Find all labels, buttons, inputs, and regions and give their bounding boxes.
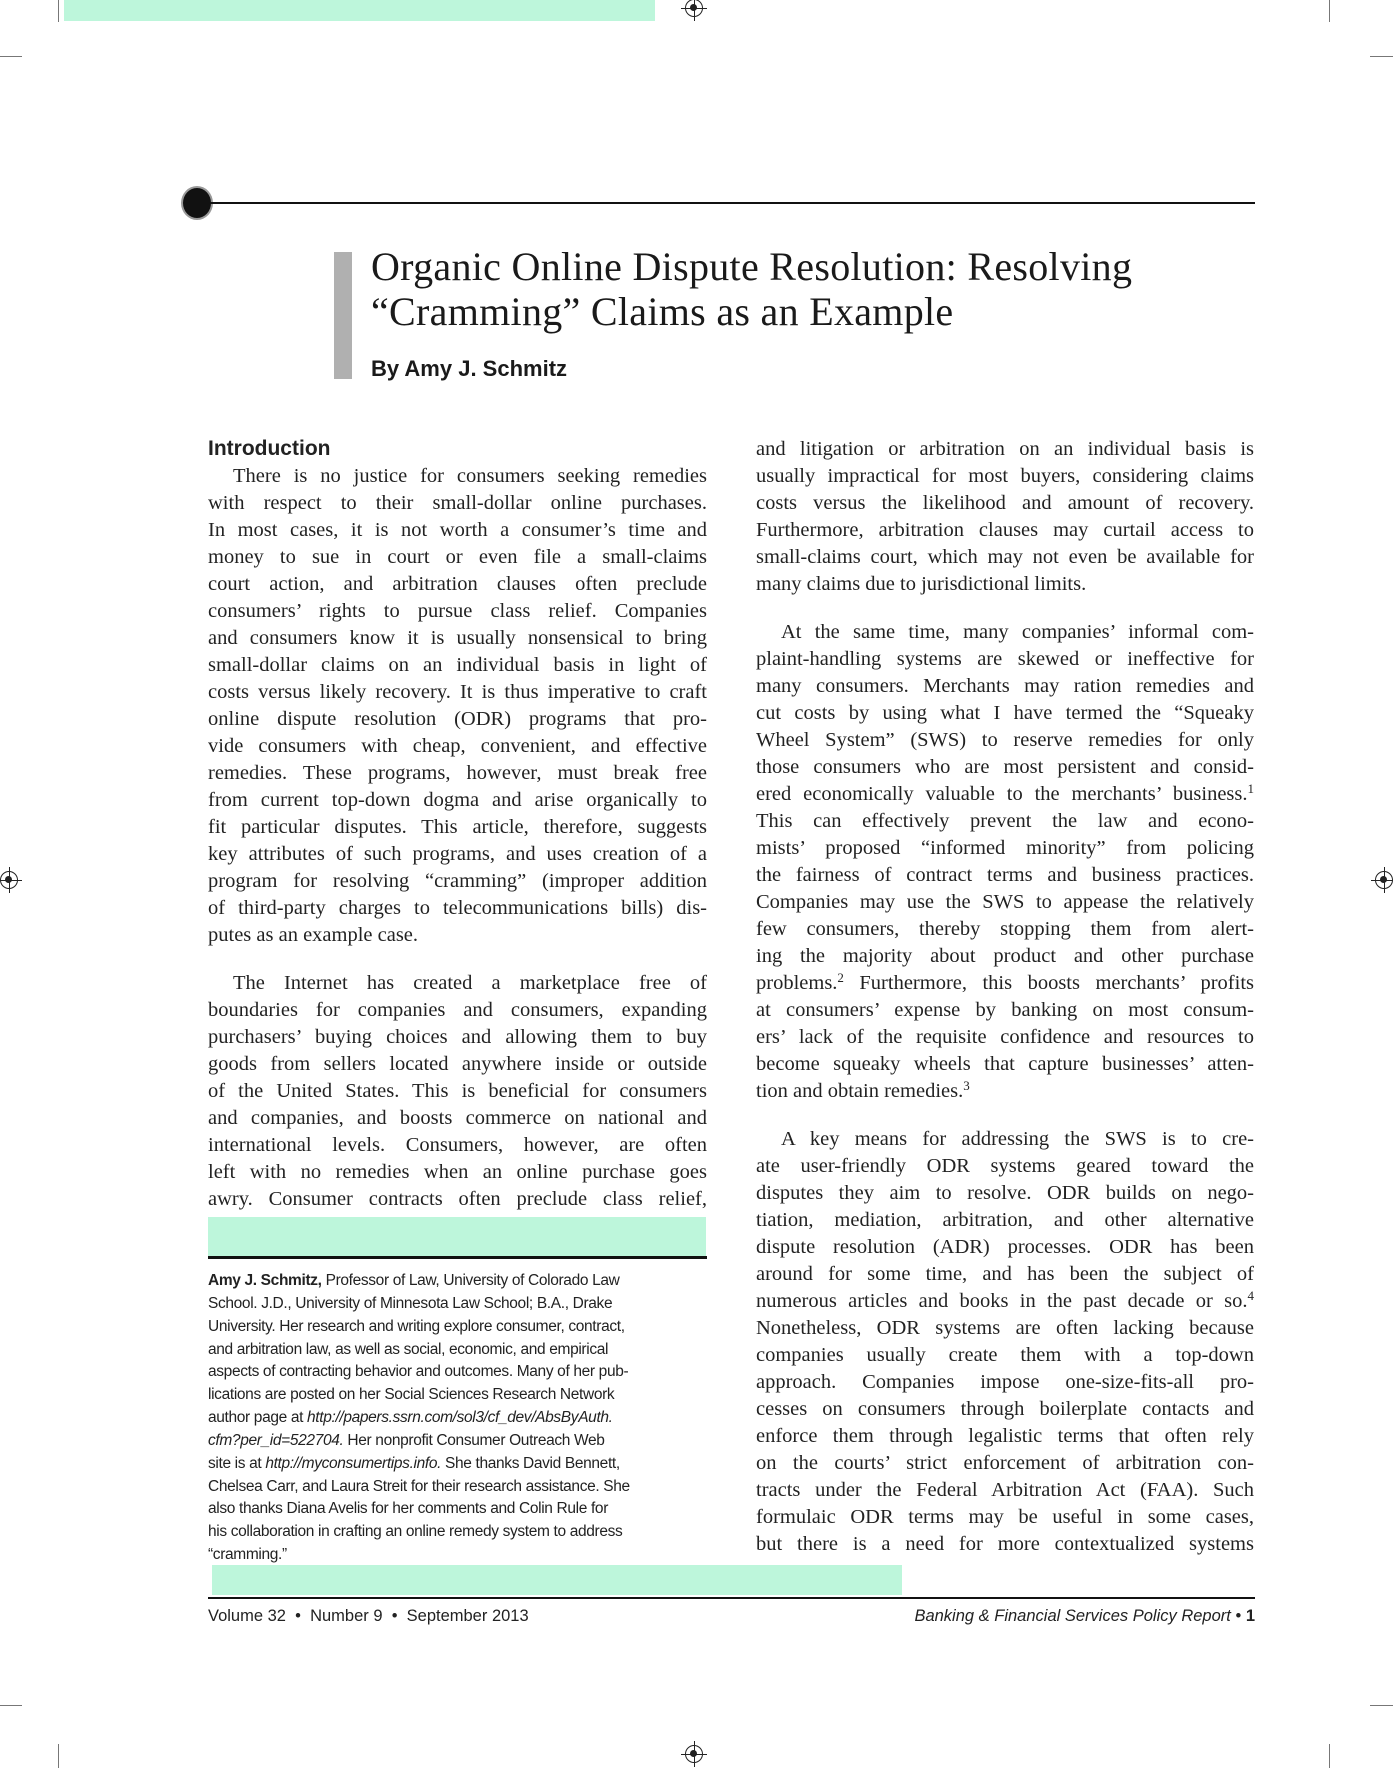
text-line: costs versus the likelihood and amount of recovery. (756, 492, 1254, 514)
text-line: ers’ lack of the requisite confidence and resources to (756, 1026, 1254, 1048)
footer-publication (914, 1607, 1255, 1626)
section-heading: Introduction (208, 437, 331, 460)
text-line (208, 1453, 708, 1476)
text-line: University. Her research and writing explore consumer, contract, (208, 1317, 625, 1335)
text-line: School. J.D., University of Minnesota Law School; B.A., Drake (208, 1294, 613, 1312)
text-line: formulaic ODR terms may be useful in some cases, (756, 1506, 1254, 1528)
crop-mark (58, 1744, 59, 1768)
publication-name: Banking & Financial Services Policy Report (914, 1607, 1231, 1625)
text-line: The Internet has created a marketplace free of (233, 972, 707, 994)
author-note (208, 1270, 708, 1567)
text-line: At the same time, many companies’ informal com- (781, 621, 1254, 643)
text-line: and companies, and boosts commerce on national and (208, 1107, 707, 1129)
text-line: the fairness of contract terms and business practices. (756, 864, 1254, 886)
paragraph (756, 619, 1254, 1105)
text-line (208, 1430, 708, 1453)
text-line: approach. Companies impose one-size-fits-all pro- (756, 1371, 1254, 1393)
footnote-ref: 4 (1247, 1288, 1254, 1303)
text-line: goods from sellers located anywhere inside or outside (208, 1053, 707, 1075)
text-line: purchasers’ buying choices and allowing them to buy (208, 1026, 707, 1048)
text-segment: tion and obtain remedies. (756, 1080, 964, 1102)
text-line: many consumers. Merchants may ration remedies and (756, 675, 1254, 697)
title-line: Organic Online Dispute Resolution: Resolving (371, 244, 1133, 289)
header-rule (210, 202, 1255, 204)
text-line: mists’ proposed “informed minority” from policing (756, 837, 1254, 859)
crop-mark (0, 1705, 22, 1706)
text-segment: http://myconsumertips.info. (265, 1454, 442, 1472)
text-line: vide consumers with cheap, convenient, and effective (208, 735, 707, 757)
text-line: tracts under the Federal Arbitration Act (FAA). Such (756, 1479, 1254, 1501)
text-line: at consumers’ expense by banking on most consum- (756, 999, 1254, 1021)
registration-mark-icon (0, 871, 18, 889)
crop-mark (0, 56, 22, 57)
text-segment: ered economically valuable to the merchants’ business. (756, 783, 1248, 805)
text-line (756, 1078, 1254, 1105)
footer-separator: • (1230, 1607, 1246, 1625)
text-segment: Her nonprofit Consumer Outreach Web (343, 1431, 605, 1449)
text-line: lications are posted on her Social Sciences Research Network (208, 1386, 615, 1404)
paragraph (208, 463, 707, 949)
text-line: but there is a need for more contextualized systems (756, 1533, 1254, 1555)
text-line: putes as an example case. (208, 924, 419, 946)
crop-mark (58, 0, 59, 22)
text-line: become squeaky wheels that capture businesses’ atten- (756, 1053, 1254, 1075)
text-line: international levels. Consumers, however, are often (208, 1134, 707, 1156)
text-line: small-dollar claims on an individual basis in light of (208, 654, 707, 676)
text-line: few consumers, thereby stopping them from alert- (756, 918, 1254, 940)
crop-mark (1329, 1744, 1330, 1768)
text-line: small-claims court, which may not even be available for (756, 546, 1254, 568)
footnote-rule (208, 1256, 707, 1259)
paragraph (208, 970, 707, 1213)
text-line: Companies may use the SWS to appease the relatively (756, 891, 1254, 913)
right-column (756, 436, 1254, 1558)
text-line: and litigation or arbitration on an individual basis is (756, 438, 1254, 460)
text-line: companies usually create them with a top-down (756, 1344, 1254, 1366)
footnote-ref: 1 (1247, 781, 1254, 796)
text-line: cut costs by using what I have termed the “Squeaky (756, 702, 1254, 724)
paragraph (756, 436, 1254, 598)
highlight-box-bottom (212, 1565, 902, 1595)
text-line: and consumers know it is usually nonsensical to bring (208, 627, 707, 649)
registration-mark-icon (1375, 871, 1393, 889)
text-line: plaint-handling systems are skewed or ineffective for (756, 648, 1254, 670)
left-column (208, 463, 707, 1213)
text-line: from current top-down dogma and arise organically to (208, 789, 707, 811)
registration-mark-icon (685, 1745, 703, 1763)
text-line: disputes they aim to resolve. ODR builds on nego- (756, 1182, 1254, 1204)
header-dot (181, 186, 213, 220)
text-segment: http://papers.ssrn.com/sol3/cf_dev/AbsByAuth. (307, 1409, 613, 1427)
crop-mark (1370, 1705, 1393, 1706)
text-line (756, 970, 1254, 997)
text-segment: She thanks David Bennett, (441, 1454, 620, 1472)
text-line: key attributes of such programs, and uses creation of a (208, 843, 707, 865)
title-line: “Cramming” Claims as an Example (371, 289, 954, 334)
page-number: 1 (1245, 1607, 1255, 1625)
text-line: of the United States. This is beneficial for consumers (208, 1080, 707, 1102)
text-line: A key means for addressing the SWS is to cre- (781, 1128, 1254, 1150)
text-line: dispute resolution (ADR) processes. ODR has been (756, 1236, 1254, 1258)
text-line: court action, and arbitration clauses often preclude (208, 573, 707, 595)
text-line: ate user-friendly ODR systems geared toward the (756, 1155, 1254, 1177)
text-line: online dispute resolution (ODR) programs that pro- (208, 708, 707, 730)
text-line: There is no justice for consumers seeking remedies (233, 465, 707, 487)
text-line: of third-party charges to telecommunications bills) dis- (208, 897, 707, 919)
text-segment: Professor of Law, University of Colorado Law (321, 1272, 620, 1289)
text-line: “cramming.” (208, 1546, 287, 1564)
text-line: This can effectively prevent the law and econo- (756, 810, 1254, 832)
text-line: remedies. These programs, however, must break free (208, 762, 707, 784)
text-segment: site is at (208, 1454, 266, 1472)
text-line: aspects of contracting behavior and outcomes. Many of her pub- (208, 1363, 629, 1381)
registration-mark-icon (685, 0, 703, 17)
text-line: many claims due to jurisdictional limits. (756, 573, 1087, 595)
text-line: on the courts’ strict enforcement of arbitration con- (756, 1452, 1254, 1474)
text-segment: cfm?per_id=522704. (208, 1431, 344, 1449)
text-line (208, 1270, 708, 1293)
text-segment: Furthermore, this boosts merchants’ profits (843, 972, 1254, 994)
text-line: enforce them through legalistic terms that often rely (756, 1425, 1254, 1447)
text-line: his collaboration in crafting an online remedy system to address (208, 1523, 623, 1541)
article-title (371, 244, 1132, 334)
text-line (756, 1288, 1254, 1315)
footnote-ref: 3 (963, 1078, 970, 1093)
highlight-box-top (64, 0, 655, 21)
crop-mark (1370, 56, 1393, 57)
text-line: program for resolving “cramming” (improper addition (208, 870, 707, 892)
footer-rule (208, 1597, 1255, 1599)
text-line (756, 781, 1254, 808)
text-line: left with no remedies when an online purchase goes (208, 1161, 707, 1183)
text-segment: author page at (208, 1409, 308, 1427)
text-line: tiation, mediation, arbitration, and other alternative (756, 1209, 1254, 1231)
text-line: and arbitration law, as well as social, economic, and empirical (208, 1340, 609, 1358)
text-line: cesses on consumers through boilerplate contacts and (756, 1398, 1254, 1420)
text-segment: Amy J. Schmitz, (208, 1272, 322, 1289)
text-line: fit particular disputes. This article, therefore, suggests (208, 816, 707, 838)
text-line: usually impractical for most buyers, considering claims (756, 465, 1254, 487)
text-line: Nonetheless, ODR systems are often lacking because (756, 1317, 1254, 1339)
text-segment: problems. (756, 972, 838, 994)
text-line: money to sue in court or even file a small-claims (208, 546, 707, 568)
text-line: also thanks Diana Avelis for her comments and Colin Rule for (208, 1500, 609, 1518)
byline: By Amy J. Schmitz (371, 356, 568, 381)
text-line: boundaries for companies and consumers, expanding (208, 999, 707, 1021)
crop-mark (1329, 0, 1330, 22)
text-line (208, 1407, 708, 1430)
text-line: costs versus likely recovery. It is thus imperative to craft (208, 681, 707, 703)
footer-issue: Volume 32 • Number 9 • September 2013 (208, 1607, 529, 1625)
title-bar (334, 252, 352, 379)
text-line: those consumers who are most persistent and consid- (756, 756, 1254, 778)
text-segment: numerous articles and books in the past decade or so. (756, 1290, 1248, 1312)
text-line: In most cases, it is not worth a consumer’s time and (208, 519, 707, 541)
text-line: Furthermore, arbitration clauses may curtail access to (756, 519, 1254, 541)
text-line: Wheel System” (SWS) to reserve remedies for only (756, 729, 1254, 751)
text-line: awry. Consumer contracts often preclude class relief, (208, 1188, 707, 1210)
text-line: with respect to their small-dollar online purchases. (208, 492, 707, 514)
text-line: ing the majority about product and other purchase (756, 945, 1254, 967)
text-line: consumers’ rights to pursue class relief. Companies (208, 600, 707, 622)
highlight-box-footnote (208, 1217, 706, 1256)
paragraph (756, 1126, 1254, 1558)
footnote-ref: 2 (837, 970, 844, 985)
text-line: around for some time, and has been the subject of (756, 1263, 1254, 1285)
text-line: Chelsea Carr, and Laura Streit for their research assistance. She (208, 1477, 630, 1495)
